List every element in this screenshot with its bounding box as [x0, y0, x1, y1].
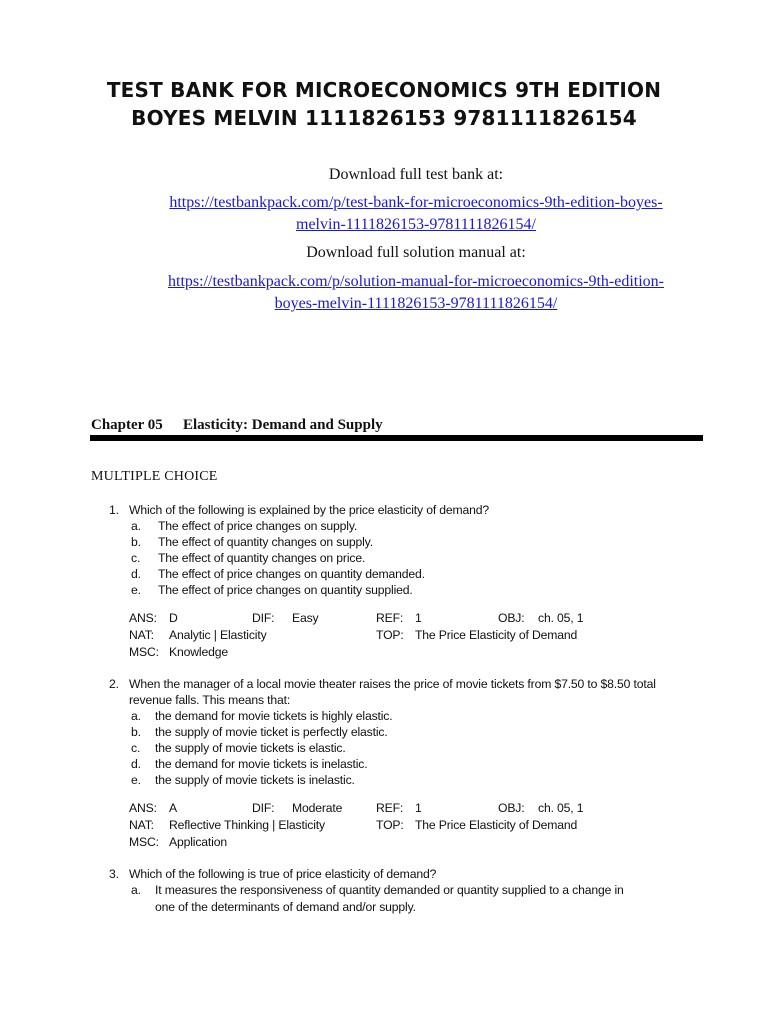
answer-value: A	[169, 801, 177, 815]
solution-manual-link-continued[interactable]	[0, 295, 768, 313]
question-number: 2.	[109, 677, 119, 691]
difficulty-value: Moderate	[292, 801, 343, 815]
question-stem: revenue falls. This means that:	[129, 693, 291, 707]
test-bank-link[interactable]	[0, 194, 768, 212]
solution-manual-download-label: Download full solution manual at:	[306, 244, 526, 261]
difficulty-value: Easy	[292, 611, 319, 625]
topic-label: TOP:	[376, 628, 404, 642]
option-text: The effect of quantity changes on supply.	[158, 535, 373, 549]
national-standard-label: NAT:	[129, 628, 154, 642]
objective-label: OBJ:	[498, 611, 525, 625]
option-text-continued: one of the determinants of demand and/or supply.	[155, 900, 416, 914]
solution-manual-link[interactable]	[0, 273, 768, 291]
option-text: the supply of movie ticket is perfectly elastic.	[155, 725, 388, 739]
topic-value: The Price Elasticity of Demand	[415, 818, 578, 832]
option-letter: b.	[131, 725, 141, 739]
option-text: The effect of quantity changes on price.	[158, 551, 366, 565]
misc-label: MSC:	[129, 835, 159, 849]
misc-value: Knowledge	[169, 645, 228, 659]
chapter-number: Chapter 05	[91, 417, 163, 433]
reference-value: 1	[415, 801, 422, 815]
answer-value: D	[169, 611, 178, 625]
national-standard-value: Analytic | Elasticity	[169, 628, 267, 642]
test-bank-link-line-2[interactable]: melvin-1111826153-9781111826154/	[296, 216, 536, 233]
solution-manual-link-line-2[interactable]: boyes-melvin-1111826153-9781111826154/	[274, 295, 558, 312]
option-letter: c.	[131, 741, 141, 755]
difficulty-label: DIF:	[252, 801, 275, 815]
objective-value: ch. 05, 1	[538, 611, 584, 625]
document-title-line-1: TEST BANK FOR MICROECONOMICS 9TH EDITION	[106, 78, 662, 102]
solution-manual-link-line-1[interactable]: https://testbankpack.com/p/solution-manual-for-microeconomics-9th-edition-	[168, 273, 664, 290]
option-letter: e.	[131, 773, 141, 787]
option-text: the demand for movie tickets is highly elastic.	[155, 709, 393, 723]
chapter-divider	[90, 435, 703, 441]
objective-label: OBJ:	[498, 801, 525, 815]
option-letter: a.	[131, 709, 141, 723]
topic-value: The Price Elasticity of Demand	[415, 628, 578, 642]
section-title: MULTIPLE CHOICE	[91, 469, 218, 484]
chapter-title: Elasticity: Demand and Supply	[183, 417, 383, 433]
option-text: It measures the responsiveness of quantity demanded or quantity supplied to a change in	[155, 883, 624, 897]
option-letter: b.	[131, 535, 141, 549]
question-number: 3.	[109, 867, 119, 881]
option-letter: d.	[131, 567, 141, 581]
objective-value: ch. 05, 1	[538, 801, 584, 815]
test-bank-link-continued[interactable]	[0, 216, 768, 234]
reference-value: 1	[415, 611, 422, 625]
question-stem: Which of the following is explained by the price elasticity of demand?	[129, 503, 490, 517]
question-number: 1.	[109, 503, 119, 517]
national-standard-label: NAT:	[129, 818, 154, 832]
difficulty-label: DIF:	[252, 611, 275, 625]
document-title-line-2: BOYES MELVIN 1111826153 9781111826154	[131, 106, 637, 130]
question-stem: When the manager of a local movie theater raises the price of movie tickets from $7.50 to $8.50 total	[129, 677, 656, 691]
option-letter: d.	[131, 757, 141, 771]
option-letter: a.	[131, 883, 141, 897]
answer-label: ANS:	[129, 801, 157, 815]
option-text: the supply of movie tickets is elastic.	[155, 741, 346, 755]
question-stem: Which of the following is true of price elasticity of demand?	[129, 867, 437, 881]
test-bank-download-label: Download full test bank at:	[328, 166, 504, 183]
option-letter: a.	[131, 519, 141, 533]
reference-label: REF:	[376, 801, 404, 815]
answer-label: ANS:	[129, 611, 157, 625]
test-bank-link-line-1[interactable]: https://testbankpack.com/p/test-bank-for-microeconomics-9th-edition-boyes-	[169, 194, 663, 211]
topic-label: TOP:	[376, 818, 404, 832]
option-letter: e.	[131, 583, 141, 597]
misc-label: MSC:	[129, 645, 159, 659]
option-text: The effect of price changes on quantity demanded.	[158, 567, 425, 581]
option-text: The effect of price changes on supply.	[158, 519, 358, 533]
option-text: the supply of movie tickets is inelastic.	[155, 773, 355, 787]
option-text: the demand for movie tickets is inelastic.	[155, 757, 368, 771]
misc-value: Application	[169, 835, 227, 849]
option-text: The effect of price changes on quantity supplied.	[158, 583, 413, 597]
reference-label: REF:	[376, 611, 404, 625]
national-standard-value: Reflective Thinking | Elasticity	[169, 818, 325, 832]
option-letter: c.	[131, 551, 141, 565]
